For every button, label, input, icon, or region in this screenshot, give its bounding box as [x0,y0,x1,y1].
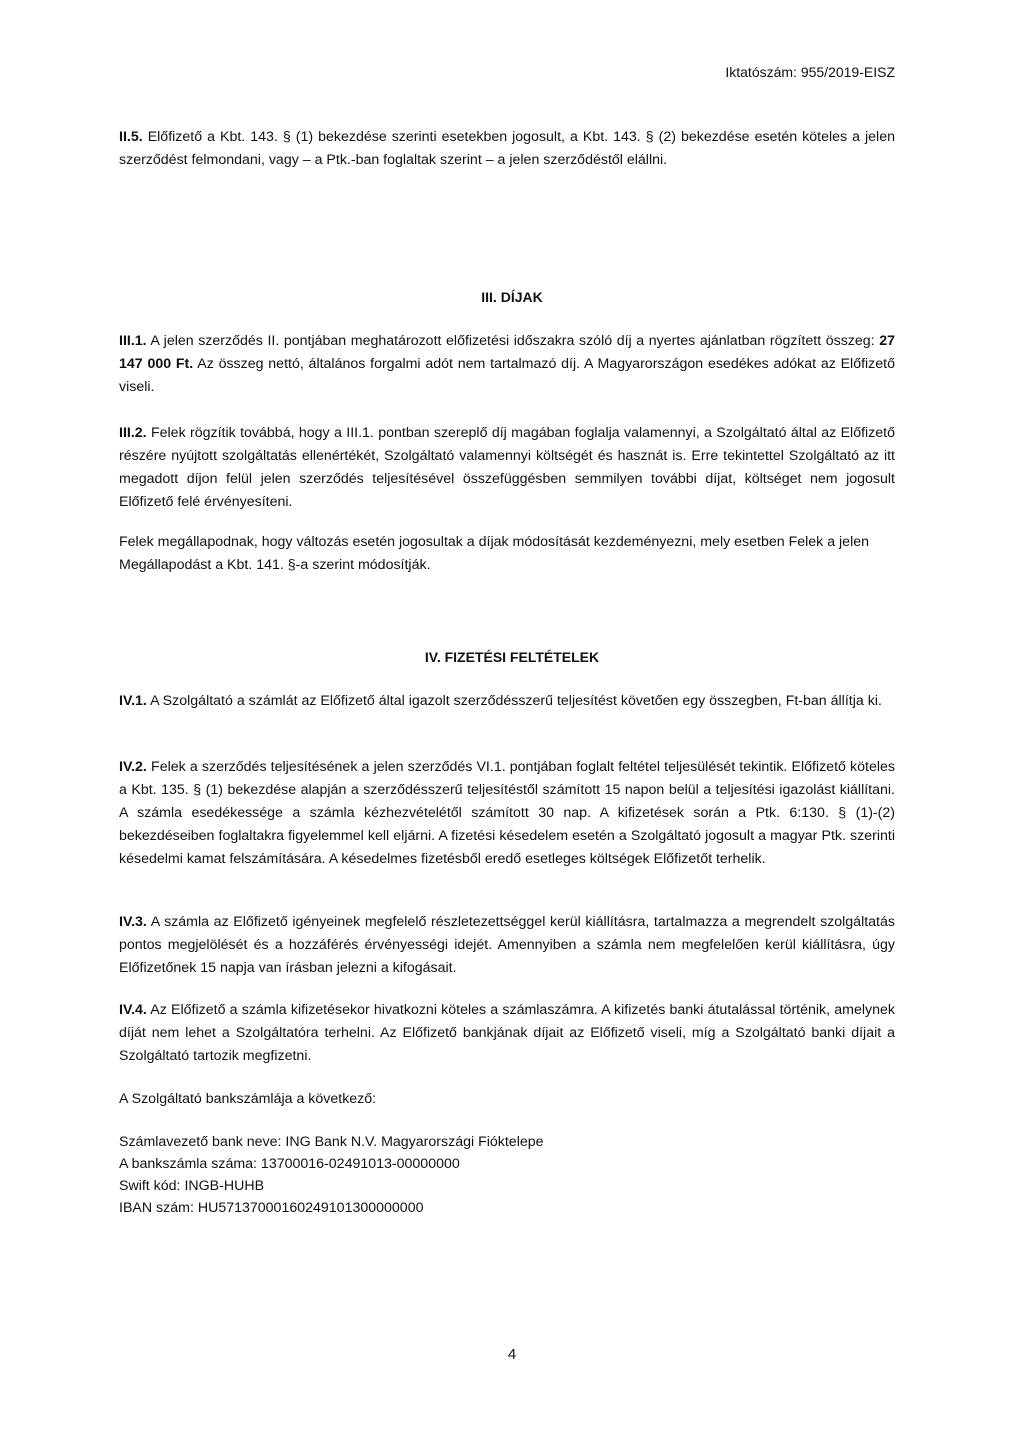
section-number: IV.4. [119,1002,147,1018]
paragraph-text: A Szolgáltató a számlát az Előfizető által igazolt szerződésszerű teljesítést követően egy összegben, Ft-ban állítja ki. [150,693,882,709]
swift-code: Swift kód: INGB-HUHB [119,1178,265,1194]
section-number: IV.2. [119,759,147,775]
fee-amount: 27 147 000 Ft. [119,333,895,372]
paragraph-amendment: Felek megállapodnak, hogy változás esetén jogosultak a díjak módosítását kezdeményezni, mely esetben Felek a jelen Megállapodást a Kbt. 141. §-a szerint módosítják. [119,534,870,573]
paragraph-text: Az Előfizető a számla kifizetésekor hivatkozni köteles a számlaszámra. A kifizetés banki átutalással történik, amelynek díját nem lehet a Szolgáltatóra terhelni. Az Előfizető bankjának díjait az Előfizető viseli, míg a Szolgáltató banki díjait a Szolgáltató tartozik megfizetni. [119,1002,895,1064]
paragraph-text: Felek rögzítik továbbá, hogy a III.1. pontban szereplő díj magában foglalja valamennyi, a Szolgáltató által az Előfizető részére nyújtott szolgáltatás ellenértékét, Szolgáltató valamennyi költségét és hasznát is. Erre tekintettel Szolgáltató az itt megadott díjon felül jelen szerződés teljesítésével összefüggésben semmilyen további díjat, költséget nem jogosult Előfizető felé érvényesíteni. [119,425,895,510]
bank-intro: A Szolgáltató bankszámlája a következő: [119,1091,377,1107]
section-heading-payment-terms: IV. FIZETÉSI FELTÉTELEK [424,649,600,665]
paragraph-iv-3 [119,911,895,980]
paragraph-iii-2 [119,422,895,514]
bank-details [119,1131,895,1219]
paragraph-ii-5 [119,126,895,172]
section-number: III.2. [119,425,147,441]
section-number: IV.3. [119,914,147,930]
iban-number: IBAN szám: HU57137000160249101300000000 [119,1200,424,1216]
bank-name: Számlavezető bank neve: ING Bank N.V. Magyarországi Fióktelepe [119,1134,544,1150]
paragraph-iii-1 [119,330,895,399]
section-number: II.5. [119,129,143,145]
bank-account-number: A bankszámla száma: 13700016-02491013-00000000 [119,1156,460,1172]
section-heading-fees: III. DÍJAK [481,289,543,305]
paragraph-text: A jelen szerződés II. pontjában meghatározott előfizetési időszakra szóló díj a nyertes ajánlatban rögzített összeg: [150,333,875,349]
paragraph-text: A számla az Előfizető igényeinek megfelelő részletezettséggel kerül kiállításra, tartalmazza a megrendelt szolgáltatás pontos megjelölését és a hozzáférés érvényességi idejét. Amennyiben a számla nem megfelelően kerül kiállításra, úgy Előfizetőnek 15 napja van írásban jelezni a kifogásait. [119,914,895,976]
paragraph-iv-2 [119,756,895,871]
paragraph-text: Az összeg nettó, általános forgalmi adót nem tartalmazó díj. A Magyarországon esedékes adókat az Előfizető viseli. [119,356,895,395]
page-number: 4 [507,1346,517,1363]
paragraph-text: Felek a szerződés teljesítésének a jelen szerződés VI.1. pontjában foglalt feltétel teljesülését tekintik. Előfizető köteles a Kbt. 135. § (1) bekezdése alapján a szerződésszerű teljesítéstől számított 15 napon belül a teljesítési igazolást kiállítani. A számla esedékessége a számla kézhezvételétől számított 30 nap. A kifizetések során a Ptk. 6:130. § (1)-(2) bekezdéseiben foglaltakra figyelemmel kell eljárni. A fizetési késedelem esetén a Szolgáltató jogosult a magyar Ptk. szerinti késedelmi kamat felszámítására. A késedelmes fizetésből eredő esetleges költségek Előfizetőt terhelik. [119,759,895,867]
section-number: IV.1. [119,693,147,709]
registration-number: Iktatószám: 955/2019-EISZ [725,64,895,80]
paragraph-iv-4 [119,999,895,1068]
paragraph-iv-1 [119,690,895,713]
paragraph-text: Előfizető a Kbt. 143. § (1) bekezdése szerinti esetekben jogosult, a Kbt. 143. § (2) bekezdése esetén köteles a jelen szerződést felmondani, vagy – a Ptk.-ban foglaltak szerint – a jelen szerződéstől elállni. [119,129,895,168]
section-number: III.1. [119,333,147,349]
